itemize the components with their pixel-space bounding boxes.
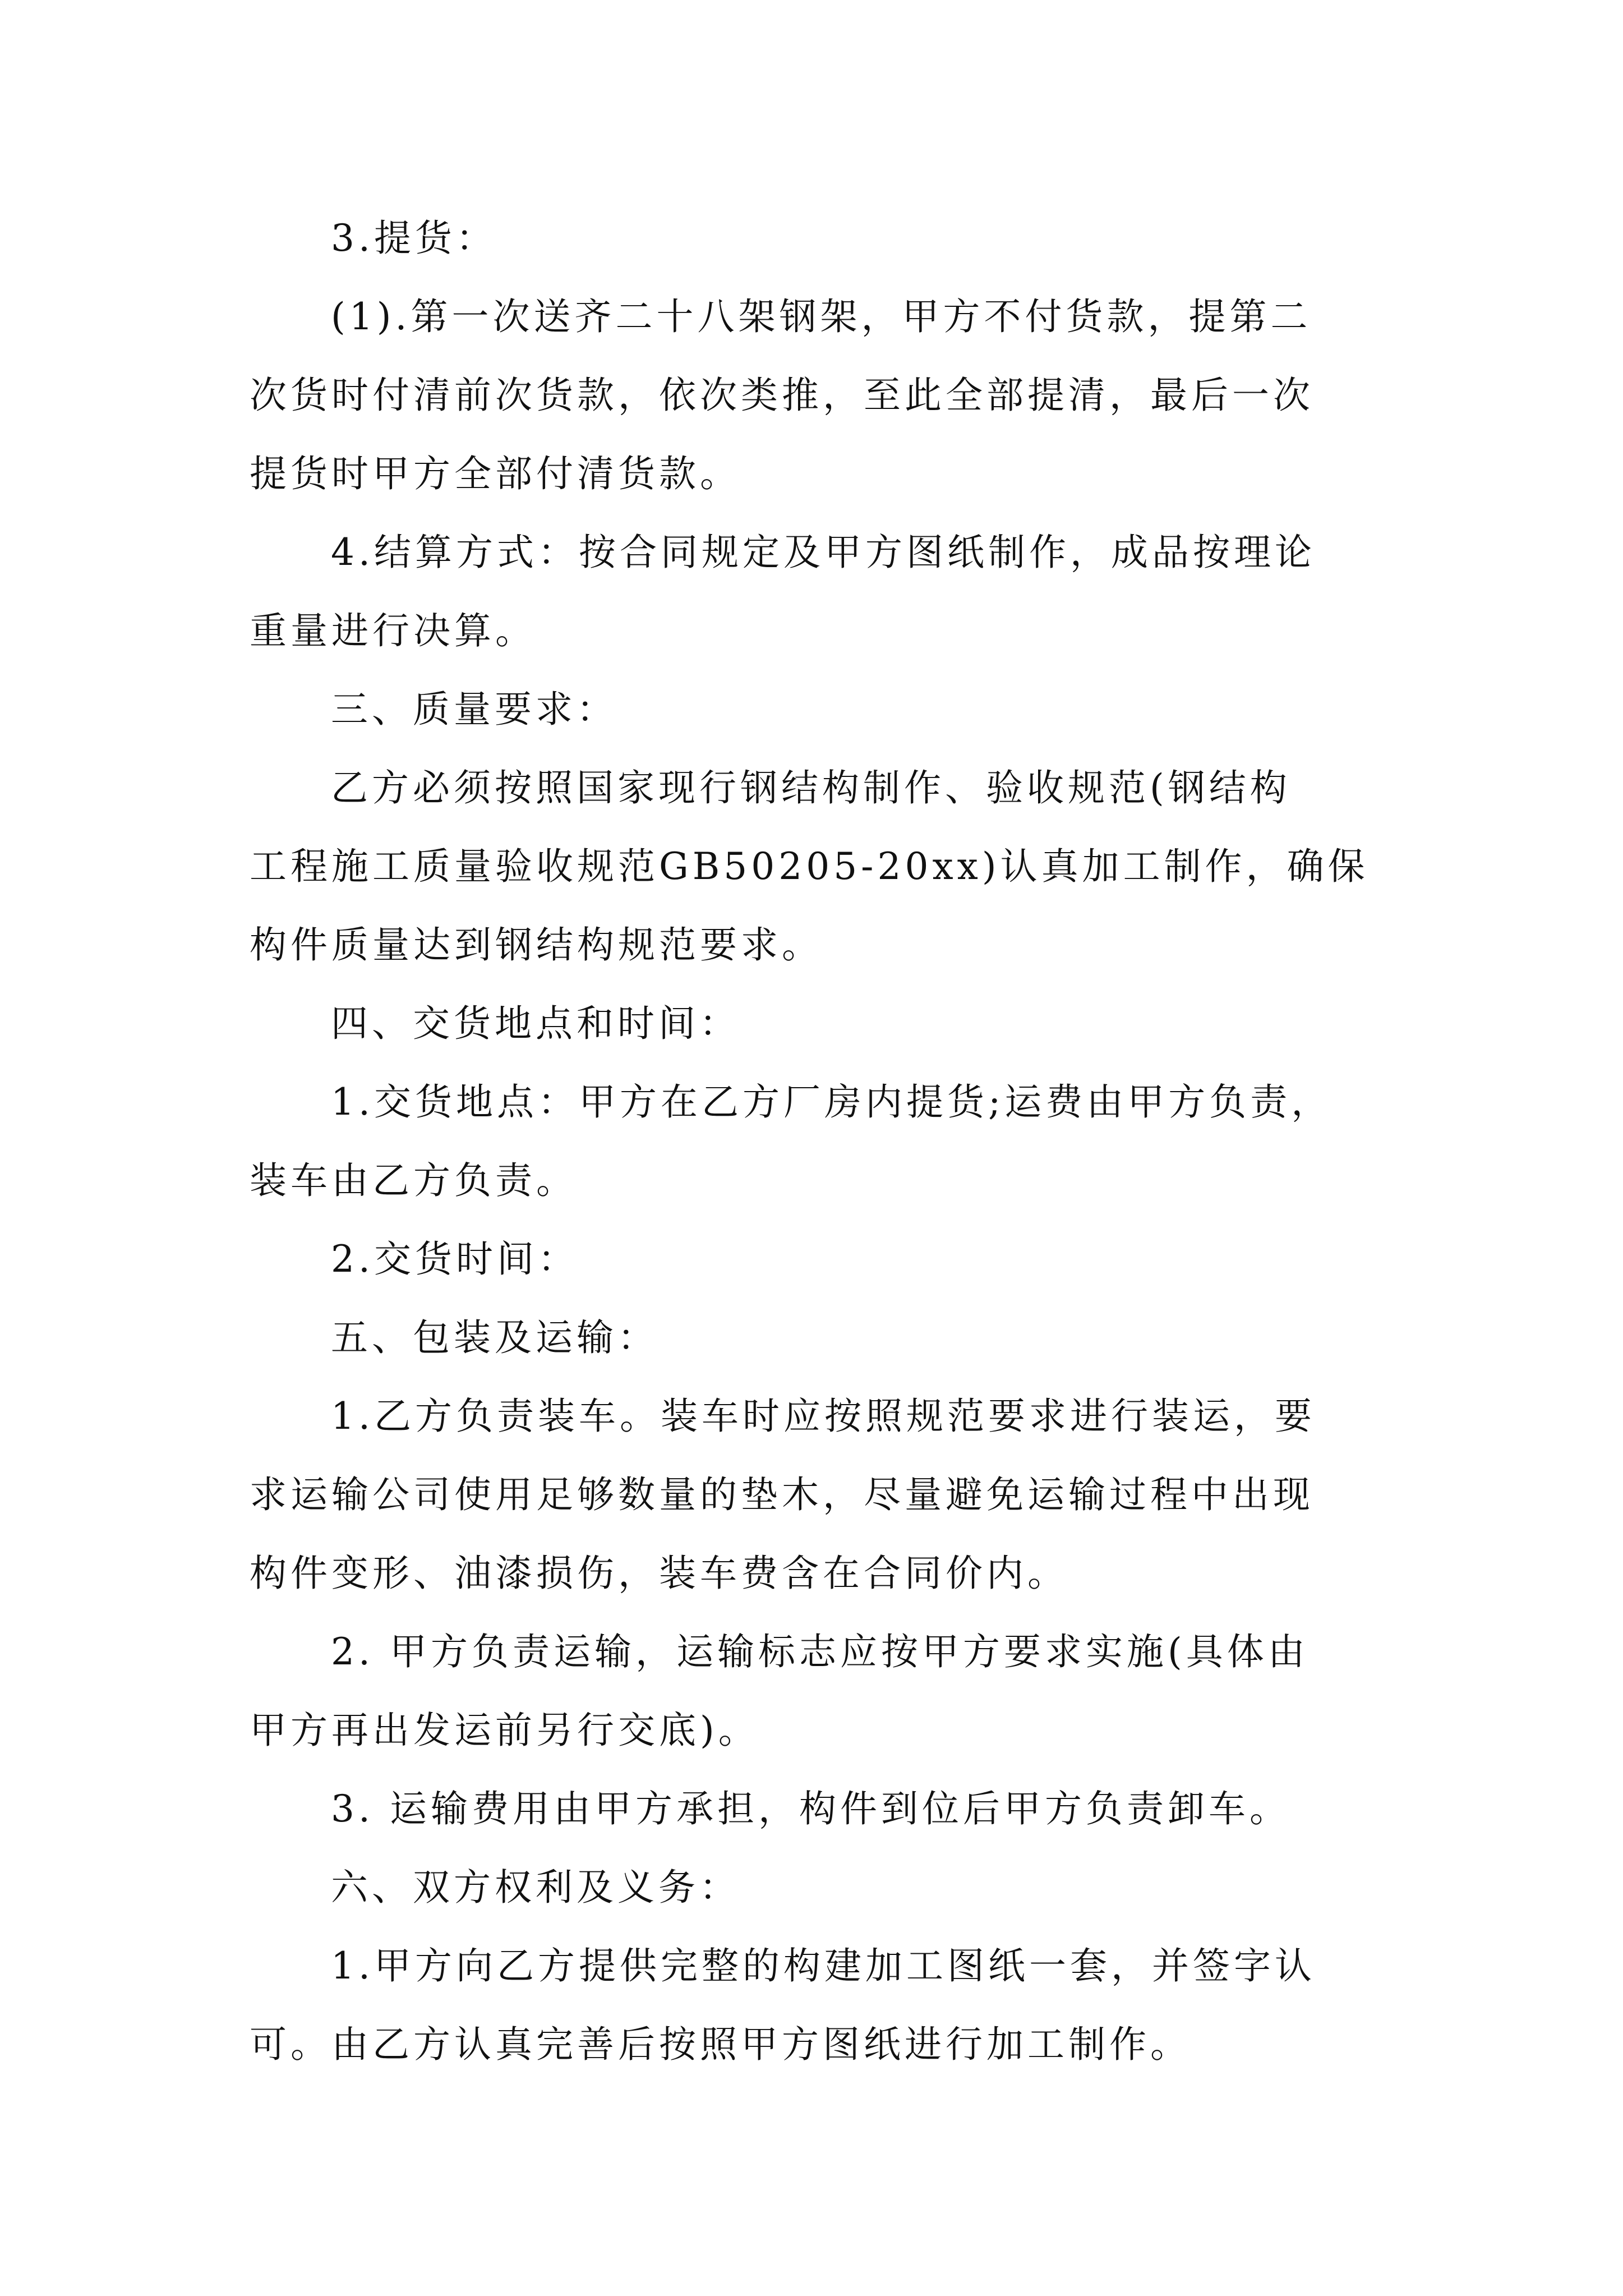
doc-line-2: (1).第一次送齐二十八架钢架，甲方不付货款，提第二 <box>331 295 1312 338</box>
doc-line-23: 1.甲方向乙方提供完整的构建加工图纸一套，并签字认 <box>331 1944 1316 1987</box>
doc-line-6: 重量进行决算。 <box>250 609 536 652</box>
doc-line-8: 乙方必须按照国家现行钢结构制作、验收规范(钢结构 <box>331 766 1291 809</box>
doc-line-24: 可。由乙方认真完善后按照甲方图纸进行加工制作。 <box>250 2023 1191 2066</box>
doc-line-20: 甲方再出发运前另行交底)。 <box>250 1709 759 1752</box>
doc-line-1: 3.提货： <box>331 217 497 260</box>
doc-line-17: 求运输公司使用足够数量的垫木，尽量避免运输过程中出现 <box>250 1473 1314 1516</box>
doc-line-14: 2.交货时间： <box>331 1237 579 1281</box>
doc-line-12: 1.交货地点：甲方在乙方厂房内提货;运费由甲方负责， <box>331 1080 1332 1124</box>
doc-line-22: 六、双方权利及义务： <box>331 1866 740 1909</box>
doc-line-11: 四、交货地点和时间： <box>331 1002 740 1045</box>
doc-line-4: 提货时甲方全部付清货款。 <box>250 452 741 495</box>
doc-line-21: 3. 运输费用由甲方承担，构件到位后甲方负责卸车。 <box>331 1787 1290 1830</box>
doc-line-7: 三、质量要求： <box>331 688 617 731</box>
doc-line-18: 构件变形、油漆损伤，装车费含在合同价内。 <box>250 1552 1068 1595</box>
doc-line-19: 2. 甲方负责运输，运输标志应按甲方要求实施(具体由 <box>331 1630 1309 1673</box>
doc-line-15: 五、包装及运输： <box>331 1316 658 1359</box>
doc-line-13: 装车由乙方负责。 <box>250 1159 577 1202</box>
doc-line-5: 4.结算方式：按合同规定及甲方图纸制作，成品按理论 <box>331 531 1316 574</box>
doc-line-3: 次货时付清前次货款，依次类推，至此全部提清，最后一次 <box>250 374 1314 417</box>
doc-line-16: 1.乙方负责装车。装车时应按照规范要求进行装运，要 <box>331 1395 1316 1438</box>
doc-line-9: 工程施工质量验收规范GB50205-20xx)认真加工制作，确保 <box>250 845 1369 888</box>
doc-line-10: 构件质量达到钢结构规范要求。 <box>250 923 823 967</box>
